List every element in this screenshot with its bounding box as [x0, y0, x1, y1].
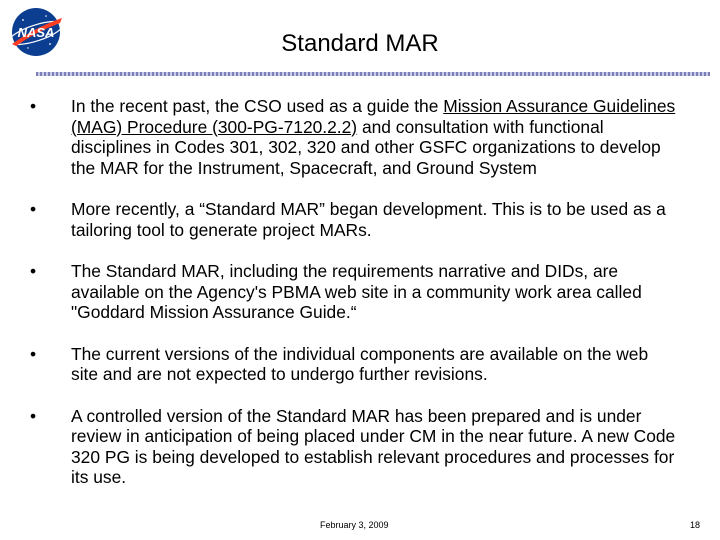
page-number: 18 [690, 520, 701, 530]
bullet-marker: • [30, 343, 37, 364]
slide-title: Standard MAR [281, 30, 439, 57]
bullet-marker: • [30, 405, 37, 426]
bullet-item [30, 344, 680, 385]
bullet-marker: • [30, 199, 37, 219]
bullet-marker: • [30, 96, 37, 116]
bullet-item [30, 96, 680, 178]
bullet-text: A controlled version of the Standard MAR has been prepared and is under review in anticipation of being placed under CM in the near future. A new Code 320 PG is being developed to establish relevant procedures and processes for its use. [71, 405, 676, 487]
bullet-text: and consultation with functional disciplines in Codes 301, 302, 320 and other GSFC organizations to develop the MAR for the Instrument, Spacecraft, and Ground System [71, 116, 661, 178]
bullet-item [30, 261, 680, 323]
bullet-item [30, 199, 680, 240]
bullet-marker: • [30, 261, 37, 281]
title-divider [36, 72, 710, 76]
bullet-text: The Standard MAR, including the requirements narrative and DIDs, are available on the Agency's PBMA web site in a community work area called "Goddard Mission Assurance Guide.“ [71, 261, 642, 322]
bullet-text: More recently, a “Standard MAR” began development. This is to be used as a tailoring tool to generate project MARs. [71, 199, 666, 240]
bullet-text: The current versions of the individual components are available on the web site and are not expected to undergo further revisions. [71, 343, 649, 384]
bullet-text: In the recent past, the CSO used as a guide the [71, 96, 444, 116]
bullet-item [30, 406, 680, 488]
bullet-list [30, 96, 680, 509]
mag-procedure-link[interactable]: Mission Assurance Guidelines (MAG) Procedure (300-PG-7120.2.2) [71, 96, 676, 137]
svg-text:NASA: NASA [17, 25, 55, 40]
footer-date: February 3, 2009 [320, 520, 389, 530]
